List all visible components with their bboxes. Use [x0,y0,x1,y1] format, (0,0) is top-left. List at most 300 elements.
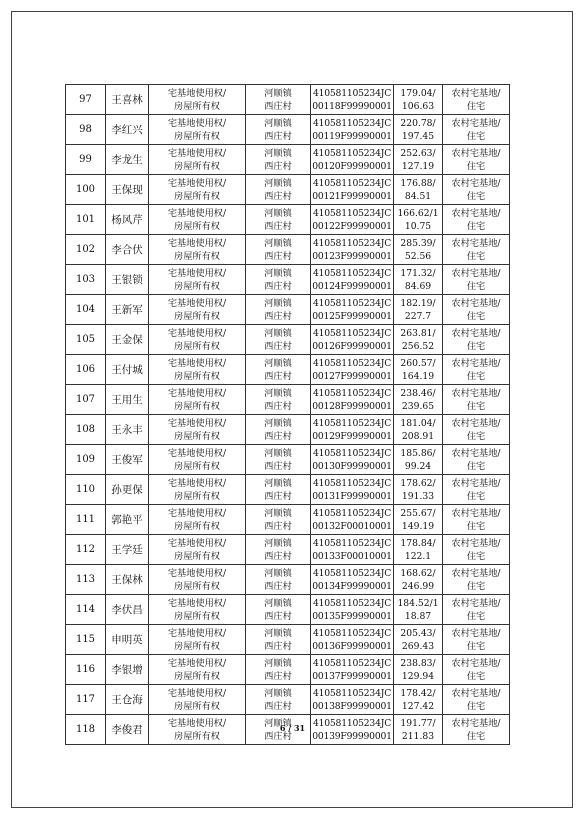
unit-code-line: 00132F00010001 [312,520,392,532]
right-type-line: 宅基地使用权/ [167,237,227,249]
table-row [66,385,510,415]
table-row [66,415,510,445]
table-row [66,325,510,355]
right-type-cell [149,295,246,325]
unit-code-cell [311,385,394,415]
right-type-line: 宅基地使用权/ [167,477,227,489]
location-line: 西庄村 [264,490,292,502]
unit-code-line: 410581105234JC [312,657,392,669]
usage-line: 农村宅基地/ [451,117,501,129]
usage-cell [443,625,510,655]
usage-line: 住宅 [466,190,486,202]
area-cell [394,235,443,265]
usage-line: 住宅 [466,730,486,742]
area-line: 10.75 [404,220,432,232]
unit-code-line: 410581105234JC [312,507,392,519]
right-type-line: 房屋所有权 [174,130,220,142]
area-cell [394,145,443,175]
usage-line: 农村宅基地/ [451,387,501,399]
usage-line: 住宅 [466,670,486,682]
location-line: 河顺镇 [264,177,292,189]
right-type-line: 房屋所有权 [174,550,220,562]
location-line: 西庄村 [264,610,292,622]
area-line: 238.83/ [400,657,436,669]
area-line: 184.52/1 [397,597,439,609]
right-type-line: 宅基地使用权/ [167,387,227,399]
owner-name-cell: 王保现 [106,175,149,205]
table-row [66,145,510,175]
location-cell [246,295,311,325]
usage-line: 住宅 [466,400,486,412]
right-type-cell [149,265,246,295]
right-type-line: 宅基地使用权/ [167,177,227,189]
row-number-cell: 107 [66,385,106,415]
unit-code-line: 00130F99990001 [312,460,392,472]
page-number: 6 / 31 [279,723,306,733]
unit-code-line: 410581105234JC [312,537,392,549]
location-cell [246,685,311,715]
right-type-cell [149,475,246,505]
area-line: 99.24 [404,460,432,472]
unit-code-line: 00121F99990001 [312,190,392,202]
usage-line: 农村宅基地/ [451,327,501,339]
usage-line: 农村宅基地/ [451,597,501,609]
right-type-line: 宅基地使用权/ [167,87,227,99]
area-line: 227.7 [404,310,432,322]
unit-code-cell [311,205,394,235]
right-type-line: 房屋所有权 [174,220,220,232]
unit-code-line: 00125F99990001 [312,310,392,322]
row-number-cell: 101 [66,205,106,235]
right-type-cell [149,595,246,625]
row-number-cell: 100 [66,175,106,205]
usage-cell [443,205,510,235]
right-type-line: 房屋所有权 [174,100,220,112]
area-cell [394,625,443,655]
location-line: 河顺镇 [264,567,292,579]
area-cell [394,415,443,445]
right-type-cell [149,535,246,565]
usage-cell [443,505,510,535]
usage-line: 农村宅基地/ [451,297,501,309]
usage-line: 农村宅基地/ [451,477,501,489]
right-type-line: 房屋所有权 [174,730,220,742]
usage-cell [443,265,510,295]
location-line: 西庄村 [264,580,292,592]
unit-code-line: 00139F99990001 [312,730,392,742]
area-line: 285.39/ [400,237,436,249]
owner-name-cell: 王永丰 [106,415,149,445]
right-type-line: 房屋所有权 [174,490,220,502]
usage-line: 农村宅基地/ [451,537,501,549]
usage-line: 住宅 [466,100,486,112]
right-type-line: 房屋所有权 [174,160,220,172]
owner-name-cell: 王仓海 [106,685,149,715]
table-row [66,115,510,145]
row-number-cell: 110 [66,475,106,505]
row-number-cell: 103 [66,265,106,295]
area-line: 208.91 [401,430,435,442]
row-number-cell: 97 [66,85,106,115]
right-type-line: 宅基地使用权/ [167,117,227,129]
unit-code-cell [311,535,394,565]
area-line: 185.86/ [400,447,436,459]
row-number-cell: 106 [66,355,106,385]
area-line: 263.81/ [400,327,436,339]
unit-code-line: 00122F99990001 [312,220,392,232]
unit-code-line: 00127F99990001 [312,370,392,382]
area-cell [394,325,443,355]
row-number-cell: 104 [66,295,106,325]
area-cell [394,115,443,145]
right-type-line: 宅基地使用权/ [167,537,227,549]
owner-name-cell: 王学廷 [106,535,149,565]
usage-line: 农村宅基地/ [451,177,501,189]
unit-code-cell [311,505,394,535]
area-cell [394,655,443,685]
right-type-line: 宅基地使用权/ [167,267,227,279]
location-line: 河顺镇 [264,387,292,399]
right-type-line: 宅基地使用权/ [167,627,227,639]
location-cell [246,475,311,505]
right-type-cell [149,175,246,205]
unit-code-line: 00133F00010001 [312,550,392,562]
unit-code-line: 410581105234JC [312,117,392,129]
usage-line: 农村宅基地/ [451,687,501,699]
usage-line: 农村宅基地/ [451,87,501,99]
location-cell [246,655,311,685]
row-number-cell: 115 [66,625,106,655]
area-cell [394,685,443,715]
area-cell [394,355,443,385]
right-type-line: 宅基地使用权/ [167,657,227,669]
location-line: 河顺镇 [264,237,292,249]
usage-line: 住宅 [466,520,486,532]
unit-code-cell [311,355,394,385]
unit-code-line: 410581105234JC [312,417,392,429]
right-type-cell [149,505,246,535]
area-line: 178.62/ [400,477,436,489]
usage-line: 住宅 [466,310,486,322]
location-cell [246,325,311,355]
usage-line: 住宅 [466,460,486,472]
row-number-cell: 116 [66,655,106,685]
right-type-line: 宅基地使用权/ [167,717,227,729]
area-line: 129.94 [401,670,435,682]
owner-name-cell: 王俊军 [106,445,149,475]
usage-cell [443,385,510,415]
unit-code-line: 00120F99990001 [312,160,392,172]
right-type-line: 房屋所有权 [174,520,220,532]
location-line: 西庄村 [264,700,292,712]
right-type-line: 房屋所有权 [174,610,220,622]
area-line: 106.63 [401,100,435,112]
location-line: 西庄村 [264,640,292,652]
table-row [66,295,510,325]
location-line: 西庄村 [264,310,292,322]
usage-cell [443,115,510,145]
area-line: 52.56 [404,250,432,262]
unit-code-line: 00131F99990001 [312,490,392,502]
right-type-cell [149,355,246,385]
location-line: 河顺镇 [264,627,292,639]
area-line: 220.78/ [400,117,436,129]
location-line: 河顺镇 [264,117,292,129]
unit-code-line: 410581105234JC [312,477,392,489]
area-cell [394,535,443,565]
location-line: 河顺镇 [264,657,292,669]
table-row [66,685,510,715]
right-type-cell [149,655,246,685]
area-line: 178.84/ [400,537,436,549]
unit-code-cell [311,625,394,655]
location-cell [246,115,311,145]
right-type-cell [149,235,246,265]
row-number-cell: 114 [66,595,106,625]
area-line: 18.87 [404,610,432,622]
owner-name-cell: 王银锁 [106,265,149,295]
right-type-line: 宅基地使用权/ [167,417,227,429]
right-type-line: 宅基地使用权/ [167,147,227,159]
location-line: 河顺镇 [264,477,292,489]
area-line: 255.67/ [400,507,436,519]
usage-line: 住宅 [466,580,486,592]
owner-name-cell: 王保林 [106,565,149,595]
table-row [66,565,510,595]
area-cell [394,565,443,595]
unit-code-cell [311,655,394,685]
area-line: 166.62/1 [397,207,439,219]
usage-line: 住宅 [466,640,486,652]
usage-line: 农村宅基地/ [451,507,501,519]
owner-name-cell: 王付城 [106,355,149,385]
usage-cell [443,685,510,715]
unit-code-cell [311,685,394,715]
location-line: 西庄村 [264,340,292,352]
table-row [66,445,510,475]
right-type-line: 宅基地使用权/ [167,357,227,369]
usage-line: 农村宅基地/ [451,447,501,459]
right-type-line: 宅基地使用权/ [167,447,227,459]
area-cell [394,175,443,205]
location-line: 河顺镇 [264,507,292,519]
location-line: 西庄村 [264,460,292,472]
owner-name-cell: 李银增 [106,655,149,685]
area-line: 179.04/ [400,87,436,99]
usage-line: 农村宅基地/ [451,717,501,729]
unit-code-line: 410581105234JC [312,627,392,639]
unit-code-cell [311,415,394,445]
owner-name-cell: 李红兴 [106,115,149,145]
usage-line: 农村宅基地/ [451,237,501,249]
owner-name-cell: 李俊君 [106,715,149,745]
unit-code-line: 410581105234JC [312,177,392,189]
unit-code-line: 00119F99990001 [312,130,392,142]
location-line: 西庄村 [264,400,292,412]
table-row [66,625,510,655]
area-cell [394,85,443,115]
owner-name-cell: 王喜林 [106,85,149,115]
row-number-cell: 112 [66,535,106,565]
location-cell [246,265,311,295]
unit-code-cell [311,85,394,115]
table-row [66,595,510,625]
table-row [66,655,510,685]
right-type-cell [149,685,246,715]
usage-cell [443,445,510,475]
right-type-line: 房屋所有权 [174,640,220,652]
unit-code-line: 410581105234JC [312,597,392,609]
location-line: 河顺镇 [264,297,292,309]
owner-name-cell: 孙更保 [106,475,149,505]
right-type-line: 房屋所有权 [174,370,220,382]
usage-cell [443,295,510,325]
area-line: 178.42/ [400,687,436,699]
location-line: 西庄村 [264,370,292,382]
right-type-cell [149,85,246,115]
area-line: 252.63/ [400,147,436,159]
location-line: 河顺镇 [264,717,292,729]
row-number-cell: 99 [66,145,106,175]
area-line: 171.32/ [400,267,436,279]
right-type-cell [149,415,246,445]
area-cell [394,205,443,235]
location-cell [246,595,311,625]
row-number-cell: 108 [66,415,106,445]
area-line: 84.69 [404,280,432,292]
right-type-cell [149,325,246,355]
unit-code-line: 410581105234JC [312,207,392,219]
right-type-cell [149,445,246,475]
usage-cell [443,355,510,385]
area-cell [394,265,443,295]
right-type-line: 宅基地使用权/ [167,507,227,519]
area-line: 181.04/ [400,417,436,429]
location-cell [246,85,311,115]
location-line: 河顺镇 [264,87,292,99]
right-type-line: 房屋所有权 [174,310,220,322]
unit-code-line: 00129F99990001 [312,430,392,442]
usage-line: 农村宅基地/ [451,207,501,219]
area-line: 197.45 [401,130,435,142]
unit-code-line: 410581105234JC [312,357,392,369]
right-type-cell [149,115,246,145]
location-cell [246,505,311,535]
area-line: 182.19/ [400,297,436,309]
unit-code-line: 410581105234JC [312,297,392,309]
area-line: 176.88/ [400,177,436,189]
location-line: 西庄村 [264,190,292,202]
unit-code-line: 00118F99990001 [312,100,392,112]
location-line: 河顺镇 [264,597,292,609]
unit-code-line: 00128F99990001 [312,400,392,412]
area-line: 122.1 [404,550,432,562]
unit-code-line: 410581105234JC [312,147,392,159]
location-line: 西庄村 [264,100,292,112]
row-number-cell: 105 [66,325,106,355]
usage-cell [443,325,510,355]
location-line: 河顺镇 [264,267,292,279]
usage-line: 住宅 [466,340,486,352]
location-line: 西庄村 [264,550,292,562]
unit-code-line: 00123F99990001 [312,250,392,262]
location-cell [246,175,311,205]
location-cell [246,355,311,385]
location-cell [246,415,311,445]
usage-cell [443,475,510,505]
unit-code-line: 410581105234JC [312,387,392,399]
unit-code-line: 410581105234JC [312,687,392,699]
usage-line: 农村宅基地/ [451,147,501,159]
usage-line: 农村宅基地/ [451,357,501,369]
unit-code-cell [311,295,394,325]
right-type-line: 房屋所有权 [174,430,220,442]
row-number-cell: 109 [66,445,106,475]
usage-line: 农村宅基地/ [451,267,501,279]
area-line: 211.83 [401,730,435,742]
location-line: 西庄村 [264,520,292,532]
area-cell [394,385,443,415]
location-line: 西庄村 [264,220,292,232]
right-type-cell [149,205,246,235]
right-type-line: 房屋所有权 [174,700,220,712]
usage-cell [443,565,510,595]
unit-code-cell [311,325,394,355]
owner-name-cell: 李合伏 [106,235,149,265]
usage-line: 住宅 [466,700,486,712]
area-line: 191.33 [401,490,435,502]
usage-line: 住宅 [466,220,486,232]
location-line: 西庄村 [264,280,292,292]
location-line: 河顺镇 [264,327,292,339]
location-line: 西庄村 [264,430,292,442]
unit-code-cell [311,235,394,265]
right-type-line: 宅基地使用权/ [167,327,227,339]
usage-cell [443,535,510,565]
right-type-line: 房屋所有权 [174,580,220,592]
location-line: 河顺镇 [264,147,292,159]
right-type-line: 宅基地使用权/ [167,567,227,579]
usage-cell [443,415,510,445]
right-type-line: 宅基地使用权/ [167,597,227,609]
area-line: 149.19 [401,520,435,532]
unit-code-line: 00137F99990001 [312,670,392,682]
right-type-cell [149,565,246,595]
location-line: 西庄村 [264,250,292,262]
location-cell [246,235,311,265]
usage-cell [443,175,510,205]
usage-line: 农村宅基地/ [451,567,501,579]
right-type-line: 房屋所有权 [174,670,220,682]
table-body [66,85,510,745]
area-line: 205.43/ [400,627,436,639]
right-type-cell [149,625,246,655]
property-rights-table [65,84,510,745]
location-cell [246,385,311,415]
unit-code-cell [311,445,394,475]
area-cell [394,295,443,325]
table-row [66,85,510,115]
location-line: 西庄村 [264,730,292,742]
area-line: 238.46/ [400,387,436,399]
unit-code-line: 410581105234JC [312,267,392,279]
area-line: 191.77/ [400,717,436,729]
area-cell [394,595,443,625]
unit-code-line: 00138F99990001 [312,700,392,712]
area-line: 269.43 [401,640,435,652]
usage-line: 住宅 [466,160,486,172]
area-line: 127.19 [401,160,435,172]
